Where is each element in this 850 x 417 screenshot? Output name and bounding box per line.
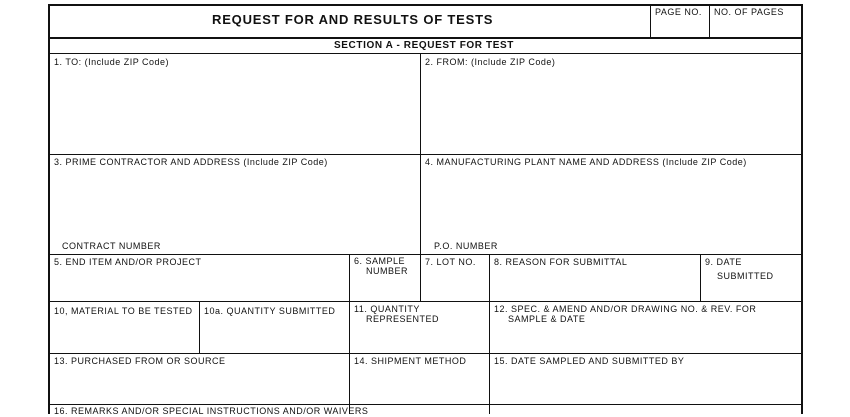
reason-field[interactable] [490,269,699,300]
to-label: 1. TO: (Include ZIP Code) [54,57,170,67]
row5-bottom-line [48,404,803,405]
row4-bottom-line [48,353,803,354]
sample-number-label-1: 6. SAMPLE [354,256,406,266]
no-of-pages-label: NO. OF PAGES [714,7,784,17]
shipment-method-field[interactable] [350,368,488,403]
end-item-field[interactable] [50,269,348,300]
remarks-label: 16. REMARKS AND/OR SPECIAL INSTRUCTIONS AND/OR WAIVERS [54,406,369,416]
spec-label-2: SAMPLE & DATE [508,314,586,324]
prime-contractor-label: 3. PRIME CONTRACTOR AND ADDRESS (Include ZIP Code) [54,157,328,167]
section-a-line [48,53,803,54]
spec-label-1: 12. SPEC. & AMEND AND/OR DRAWING NO. & REV. FOR [494,304,757,314]
purchased-from-field[interactable] [50,368,348,403]
no-of-pages-field[interactable] [710,19,800,37]
material-field[interactable] [50,318,198,352]
section-a-title: SECTION A - REQUEST FOR TEST [334,40,514,51]
quantity-represented-label-2: REPRESENTED [366,314,440,324]
material-label: 10, MATERIAL TO BE TESTED [54,306,193,316]
page-no-field[interactable] [651,19,708,37]
date-submitted-label-2: SUBMITTED [717,271,774,281]
quantity-submitted-field[interactable] [200,318,348,352]
quantity-represented-field[interactable] [350,326,488,352]
po-number-label: P.O. NUMBER [434,241,498,251]
date-submitted-field[interactable] [701,283,800,300]
manufacturing-plant-label: 4. MANUFACTURING PLANT NAME AND ADDRESS (Include ZIP Code) [425,157,747,167]
lot-no-field[interactable] [421,269,488,300]
header-bottom-line [48,37,803,39]
row1-bottom-line [48,154,803,155]
row2-bottom-line [48,254,803,255]
quantity-represented-label-1: 11. QUANTITY [354,304,420,314]
date-sampled-field[interactable] [490,368,800,403]
shipment-method-label: 14. SHIPMENT METHOD [354,356,467,366]
form-title: REQUEST FOR AND RESULTS OF TESTS [212,12,494,27]
frame-top-line [48,4,803,6]
date-submitted-label-1: 9. DATE [705,257,742,267]
prime-contractor-field[interactable] [50,169,419,239]
lot-no-label: 7. LOT NO. [425,257,476,267]
sample-number-label-2: NUMBER [366,266,409,276]
purchased-from-label: 13. PURCHASED FROM OR SOURCE [54,356,226,366]
page-no-label: PAGE NO. [655,7,702,17]
to-address-field[interactable] [50,69,419,154]
spec-field[interactable] [490,326,800,352]
contract-number-label: CONTRACT NUMBER [62,241,161,251]
sample-number-field[interactable] [350,278,419,300]
row3-bottom-line [48,301,803,302]
end-item-label: 5. END ITEM AND/OR PROJECT [54,257,202,267]
reason-label: 8. REASON FOR SUBMITTAL [494,257,628,267]
from-address-field[interactable] [421,69,800,154]
quantity-submitted-label: 10a. QUANTITY SUBMITTED [204,306,336,316]
date-sampled-label: 15. DATE SAMPLED AND SUBMITTED BY [494,356,685,366]
manufacturing-plant-field[interactable] [421,169,800,239]
from-label: 2. FROM: (Include ZIP Code) [425,57,556,67]
